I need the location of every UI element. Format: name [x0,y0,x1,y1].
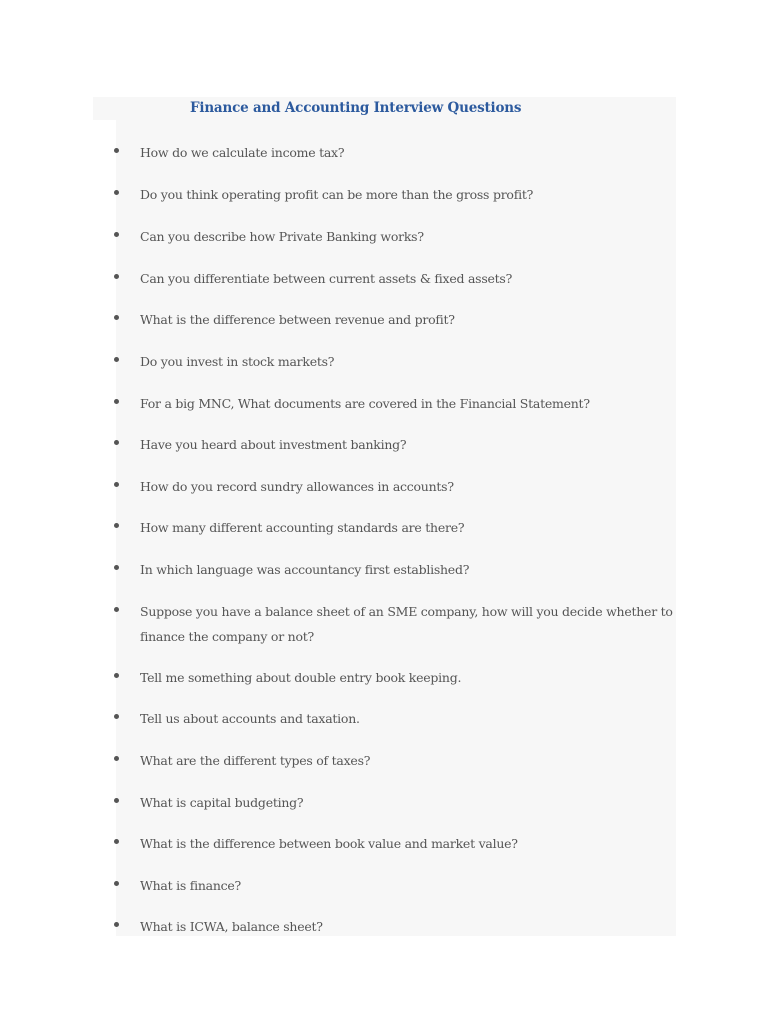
list-item [0,224,768,248]
bullet-icon [114,922,119,927]
bullet-icon [114,148,119,153]
list-item [0,474,768,498]
list-item [0,515,768,539]
question-text: Have you heard about investment banking? [140,437,407,452]
list-item [0,182,768,206]
list-item [0,307,768,331]
question-text: How do you record sundry allowances in accounts? [140,479,454,494]
question-text: How many different accounting standards are there? [140,520,465,535]
list-item [0,140,768,164]
bullet-icon [114,482,119,487]
question-text: What is the difference between revenue and profit? [140,312,455,327]
list-item [0,599,768,649]
list-item [0,790,768,814]
question-text: Do you invest in stock markets? [140,354,335,369]
question-text: What is finance? [140,878,242,893]
bullet-icon [114,523,119,528]
list-item [0,266,768,290]
question-text: Tell us about accounts and taxation. [140,711,360,726]
question-text: Do you think operating profit can be more than the gross profit? [140,187,534,202]
document-title: Finance and Accounting Interview Questions [190,100,522,116]
bullet-icon [114,315,119,320]
list-item [0,873,768,897]
question-text: What is the difference between book value and market value? [140,836,518,851]
question-text: What are the different types of taxes? [140,753,371,768]
list-item [0,432,768,456]
bullet-icon [114,714,119,719]
bullet-icon [114,399,119,404]
bullet-icon [114,607,119,612]
list-item [0,914,768,938]
question-text: For a big MNC, What documents are covered in the Financial Statement? [140,396,590,411]
bullet-icon [114,357,119,362]
bullet-icon [114,881,119,886]
question-text: Can you differentiate between current assets & fixed assets? [140,271,513,286]
list-item [0,391,768,415]
list-item [0,831,768,855]
list-item [0,557,768,581]
bullet-icon [114,190,119,195]
question-text: In which language was accountancy first established? [140,562,470,577]
bullet-icon [114,798,119,803]
question-text: How do we calculate income tax? [140,145,345,160]
bullet-icon [114,232,119,237]
bullet-icon [114,565,119,570]
question-text: What is capital budgeting? [140,795,304,810]
bullet-icon [114,756,119,761]
bullet-icon [114,440,119,445]
list-item [0,665,768,689]
question-text: Can you describe how Private Banking works? [140,229,424,244]
question-text: What is ICWA, balance sheet? [140,919,323,934]
question-text: Tell me something about double entry book keeping. [140,670,462,685]
bullet-icon [114,274,119,279]
bullet-icon [114,839,119,844]
list-item [0,349,768,373]
bullet-icon [114,673,119,678]
list-item [0,748,768,772]
list-item [0,706,768,730]
question-text: Suppose you have a balance sheet of an SME company, how will you decide whether to finance the company or not? [140,604,673,644]
